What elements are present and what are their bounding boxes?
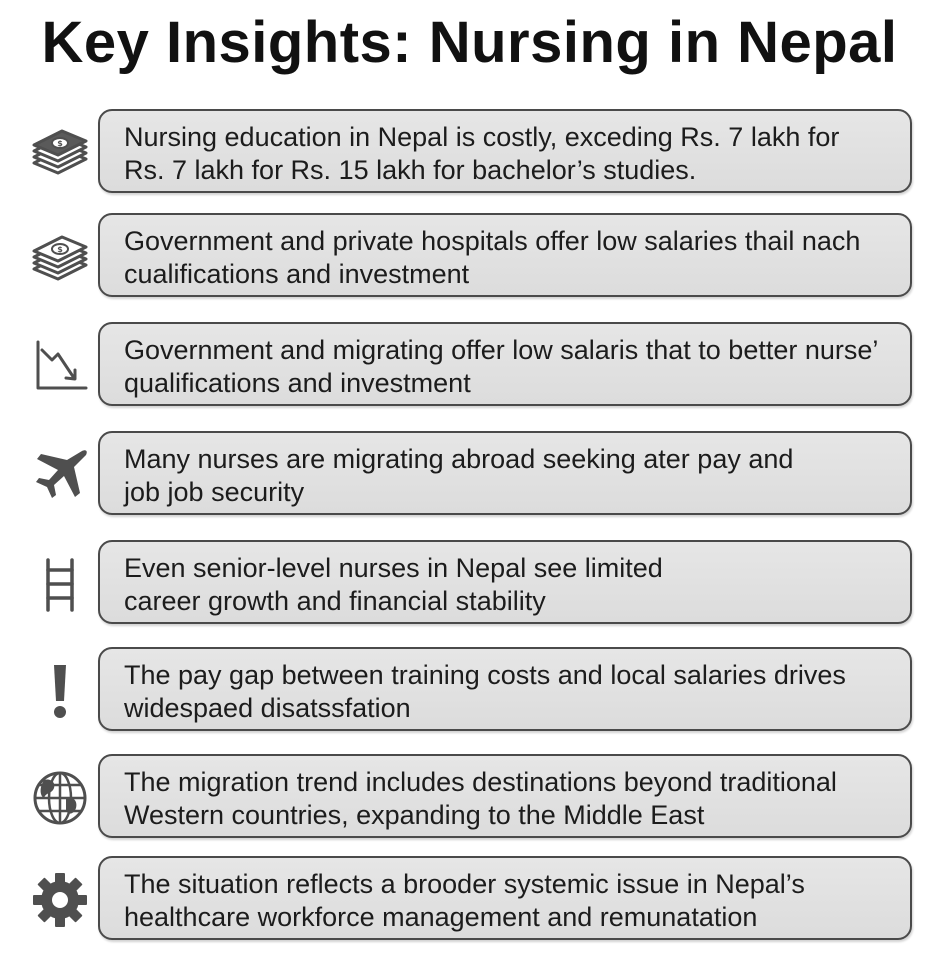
svg-text:$: $	[57, 139, 63, 148]
money-stack-icon	[28, 121, 92, 185]
insight-card	[98, 322, 912, 406]
insight-text-line: job job security	[124, 477, 305, 507]
insight-text-line: cualifications and investment	[124, 259, 470, 289]
insight-text-line: Government and migrating offer low salaris that to better nurse’	[124, 335, 879, 365]
insight-row	[0, 754, 939, 842]
insight-text-line: The migration trend includes destinations beyond traditional	[124, 767, 837, 797]
insight-card	[98, 540, 912, 624]
insight-card	[98, 431, 912, 515]
insight-row	[0, 647, 939, 735]
globe-icon	[28, 766, 92, 830]
insight-card	[98, 647, 912, 731]
airplane-icon	[28, 443, 92, 507]
insight-row	[0, 213, 939, 301]
insight-text-line: career growth and financial stability	[124, 586, 546, 616]
insight-row	[0, 431, 939, 519]
insight-text-line: The pay gap between training costs and local salaries drives	[124, 660, 846, 690]
insight-row	[0, 540, 939, 628]
insight-text-line: widespaed disatssfation	[124, 693, 411, 723]
ladder-icon	[28, 552, 92, 616]
insight-text-line: The situation reflects a brooder systemic issue in Nepal’s	[124, 869, 805, 899]
insight-card	[98, 109, 912, 193]
insight-text-line: healthcare workforce management and remunatation	[124, 902, 758, 932]
gear-icon	[28, 868, 92, 932]
insight-card	[98, 856, 912, 940]
declining-chart-icon	[28, 334, 92, 398]
insight-text-line: qualifications and investment	[124, 368, 471, 398]
exclamation-icon	[28, 659, 92, 723]
svg-text:$: $	[57, 245, 63, 254]
insight-row	[0, 856, 939, 944]
insight-card	[98, 213, 912, 297]
page-title: Key Insights: Nursing in Nepal	[41, 10, 898, 75]
insight-text-line: Many nurses are migrating abroad seeking ater pay and	[124, 444, 794, 474]
insight-text-line: Government and private hospitals offer low salaries thail nach	[124, 226, 861, 256]
money-stack-icon	[28, 225, 92, 289]
insight-text-line: Rs. 7 lakh for Rs. 15 lakh for bachelor’s studies.	[124, 155, 697, 185]
insight-row	[0, 109, 939, 197]
insight-row	[0, 322, 939, 410]
insight-text-line: Even senior-level nurses in Nepal see limited	[124, 553, 663, 583]
insight-text-line: Western countries, expanding to the Middle East	[124, 800, 705, 830]
insight-card	[98, 754, 912, 838]
insight-text-line: Nursing education in Nepal is costly, exceding Rs. 7 lakh for	[124, 122, 840, 152]
